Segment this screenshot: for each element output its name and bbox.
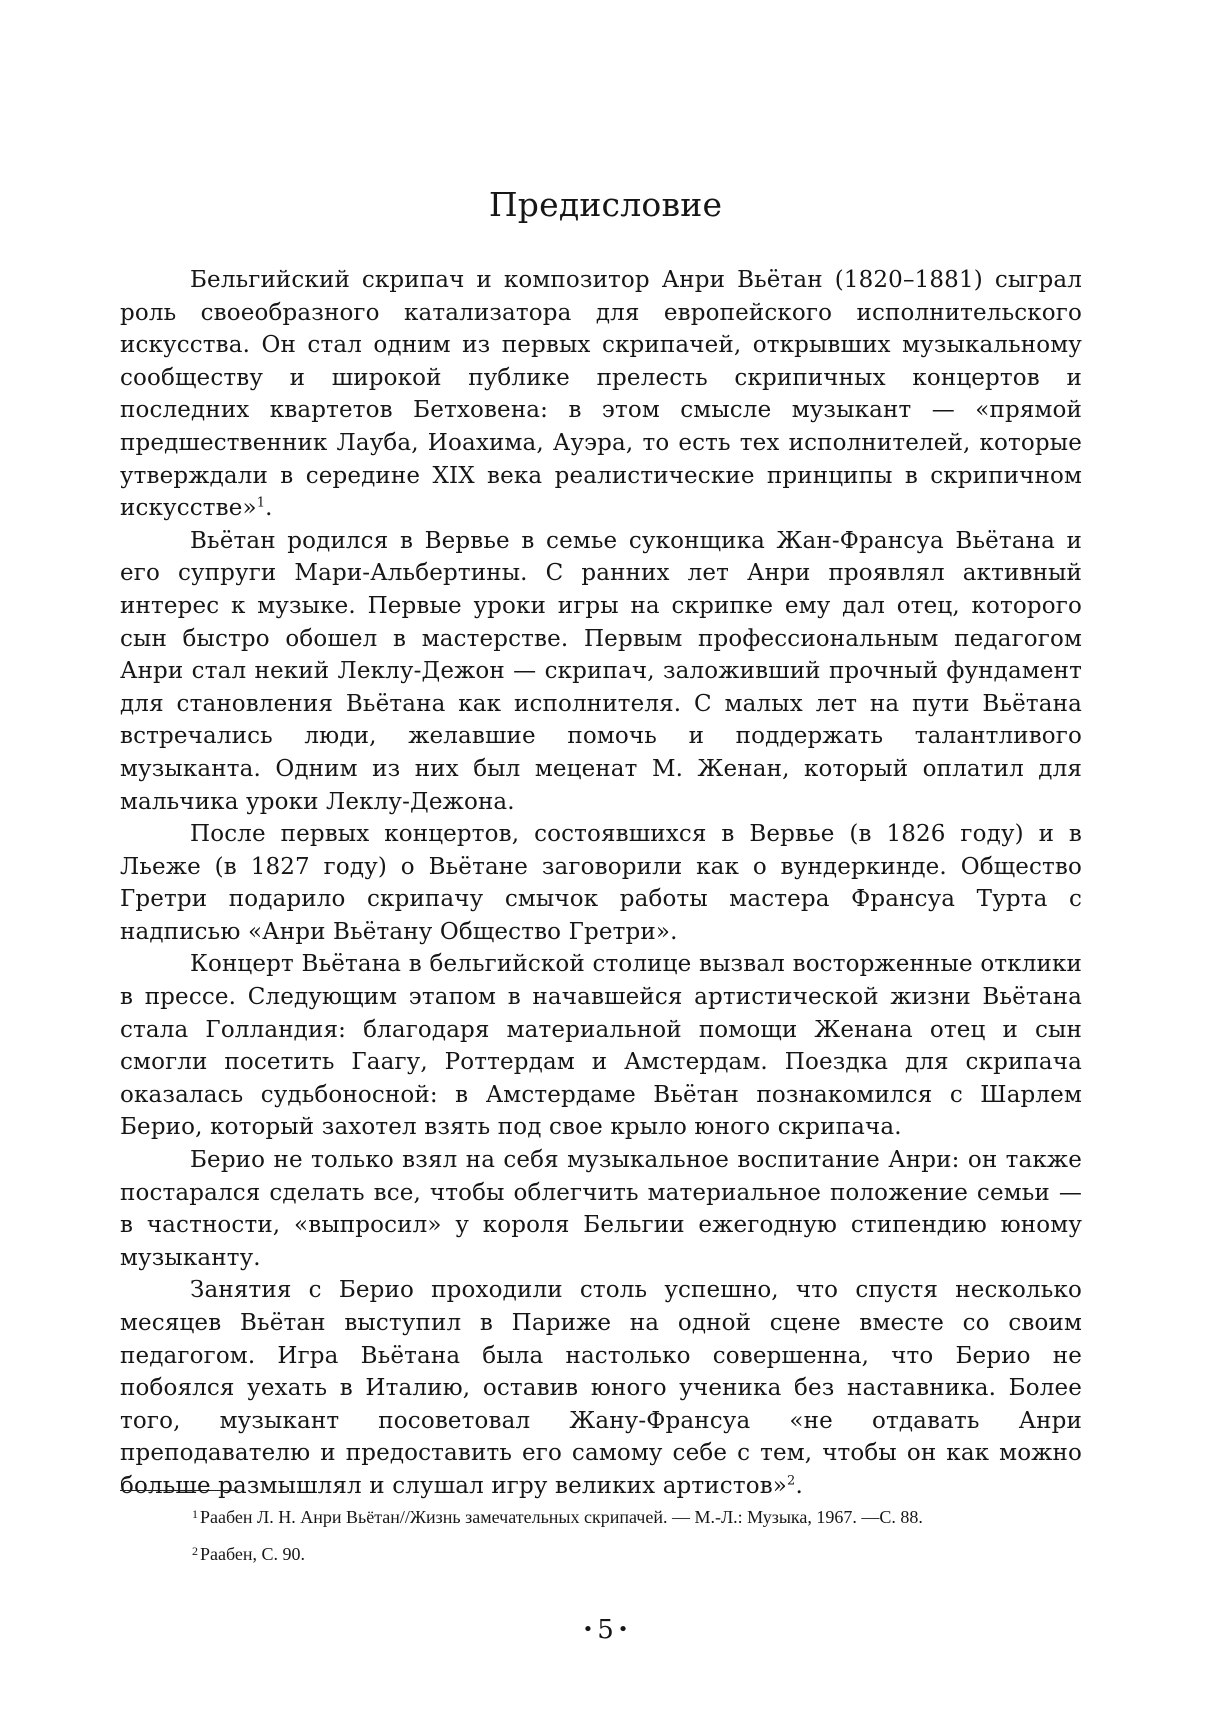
page-number	[0, 1615, 1211, 1645]
footnote	[120, 1537, 1082, 1568]
paragraph-text: Берио не только взял на себя музыкальное воспитание Анри: он также постарался сделать все, чтобы облегчить материальное положение семьи — в частности, «выпросил» у короля Бельгии ежегодную стипендию юному музыканту.	[120, 1147, 1082, 1271]
footnote-number: 1	[192, 1507, 198, 1521]
paragraph-tail: .	[795, 1472, 803, 1499]
footnote-reference: 1	[256, 495, 266, 511]
paragraph	[120, 1274, 1082, 1502]
footnote-divider	[120, 1490, 238, 1491]
paragraph-text: Занятия с Берио проходили столь успешно, что спустя несколько месяцев Вьётан выступил в Париже на одной сцене вместе со своим педагогом. Игра Вьётана была настолько совершенна, что Берио не побоялся уехать в Италию, оставив юного ученика без наставника. Более того, музыкант посоветовал Жану-Франсуа «не отдавать Анри преподавателю и предоставить его самому себе с тем, чтобы он как можно больше размышлял и слушал игру великих артистов»	[120, 1277, 1082, 1499]
paragraph-text: Вьётан родился в Вервье в семье суконщика Жан-Франсуа Вьётана и его супруги Мари-Альбертины. С ранних лет Анри проявлял активный интерес к музыке. Первые уроки игры на скрипке ему дал отец, которого сын быстро обошел в мастерстве. Первым профессиональным педагогом Анри стал некий Леклу-Дежон — скрипач, заложивший прочный фундамент для становления Вьётана как исполнителя. С малых лет на пути Вьётана встречались люди, желавшие помочь и поддержать талантливого музыканта. Одним из них был меценат М. Женан, который оплатил для мальчика уроки Леклу-Дежона.	[120, 527, 1082, 815]
paragraph-text: Бельгийский скрипач и композитор Анри Вьётан (1820–1881) сыграл роль своеобразного катализатора для европейского исполнительского искусства. Он стал одним из первых скрипачей, открывших музыкальному сообществу и широкой публике прелесть скрипичных концертов и последних квартетов Бетховена: в этом смысле музыкант — «прямой предшественник Лауба, Иоахима, Ауэра, то есть тех исполнителей, которые утверждали в середине XIX века реалистические принципы в скрипичном искусстве»	[120, 267, 1082, 522]
body-text	[120, 264, 1082, 1503]
bullet-icon: •	[582, 1619, 594, 1640]
paragraph	[120, 525, 1082, 818]
paragraph-tail: .	[265, 495, 273, 522]
footnote-text: Раабен, С. 90.	[200, 1544, 306, 1564]
page-number-value: 5	[597, 1615, 614, 1645]
footnote-text: Раабен Л. Н. Анри Вьётан//Жизнь замечательных скрипачей. — М.-Л.: Музыка, 1967. —С. 88.	[200, 1507, 923, 1527]
paragraph	[120, 818, 1082, 948]
paragraph-text: Концерт Вьётана в бельгийской столице вызвал восторженные отклики в прессе. Следующим этапом в начавшейся артистической жизни Вьётана стала Голландия: благодаря материальной помощи Женана отец и сын смогли посетить Гаагу, Роттердам и Амстердам. Поездка для скрипача оказалась судьбоносной: в Амстердаме Вьётан познакомился с Шарлем Берио, который захотел взять под свое крыло юного скрипача.	[120, 951, 1082, 1141]
paragraph-text: После первых концертов, состоявшихся в Вервье (в 1826 году) и в Льеже (в 1827 году) о Вьётане заговорили как о вундеркинде. Общество Гретри подарило скрипачу смычок работы мастера Франсуа Турта с надписью «Анри Вьётану Общество Гретри».	[120, 821, 1082, 945]
page-title: Предисловие	[488, 185, 723, 224]
footnote	[120, 1500, 1082, 1531]
bullet-icon: •	[617, 1619, 629, 1640]
footnote-reference: 2	[787, 1473, 796, 1489]
paragraph	[120, 948, 1082, 1144]
footnote-number: 2	[192, 1544, 198, 1558]
paragraph	[120, 264, 1082, 525]
footnotes	[120, 1500, 1082, 1574]
paragraph	[120, 1144, 1082, 1274]
